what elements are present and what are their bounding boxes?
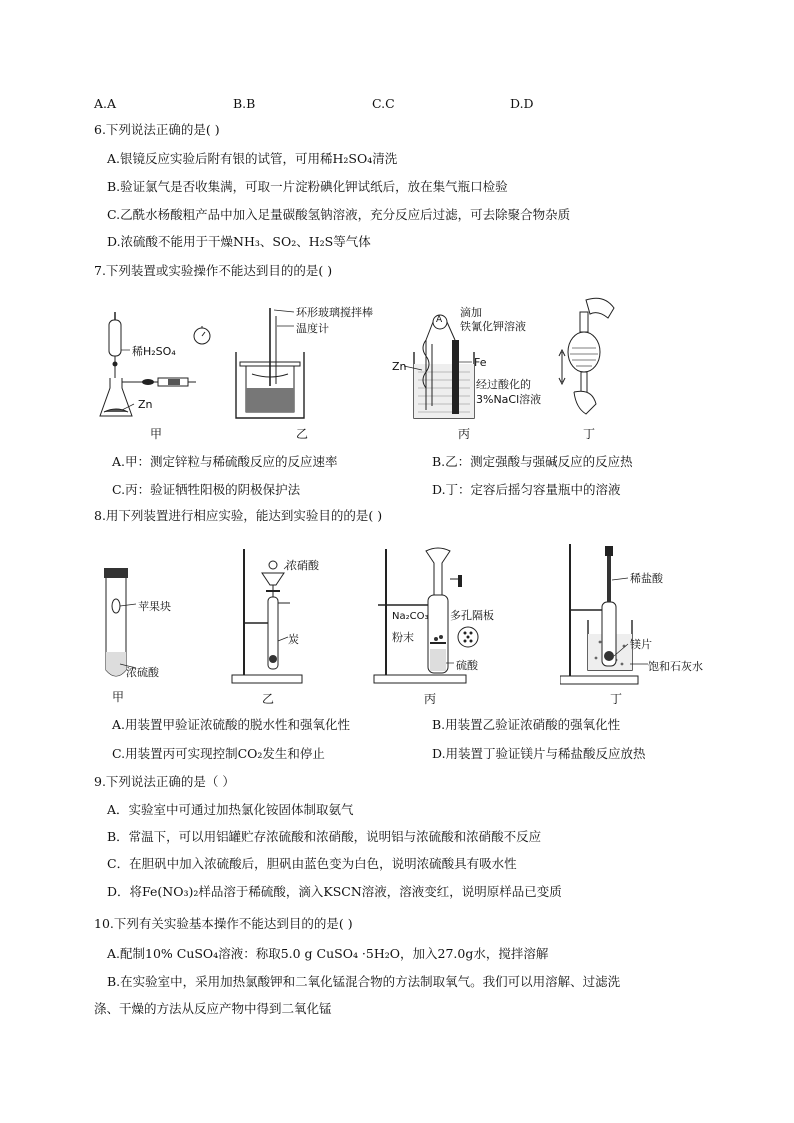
q7-option-c: C.丙：验证牺牲阳极的阴极保护法 <box>112 482 301 497</box>
q8-caption-bing: 丙 <box>424 692 437 706</box>
q7-caption-bing: 丙 <box>458 427 471 441</box>
q7-apparatus-jia <box>98 300 218 425</box>
q8-caption-ding: 丁 <box>610 692 623 706</box>
label-carbon: 炭 <box>288 633 299 646</box>
q5-option-a: A.A <box>94 96 117 111</box>
q6-option-a: A.银镜反应实验后附有银的试管，可用稀H₂SO₄清洗 <box>107 151 398 166</box>
label-mg-strip: 镁片 <box>630 638 652 651</box>
q8-caption-yi: 乙 <box>262 692 275 706</box>
q9-option-c: C．在胆矾中加入浓硫酸后，胆矾由蓝色变为白色，说明浓硫酸具有吸水性 <box>107 856 517 871</box>
q10-option-b: B.在实验室中，采用加热氯酸钾和二氧化锰混合物的方法制取氧气。我们可以用溶解、过滤洗 <box>107 974 621 989</box>
q5-option-d: D.D <box>510 96 534 111</box>
q7-apparatus-yi <box>232 300 373 425</box>
q8-caption-jia: 甲 <box>112 690 125 704</box>
label-zn: Zn <box>138 398 153 411</box>
q7-caption-ding: 丁 <box>583 427 596 441</box>
q7-option-b: B.乙：测定强酸与强碱反应的反应热 <box>432 454 633 469</box>
q7-apparatus-bing <box>392 300 552 425</box>
q5-option-c: C.C <box>372 96 395 111</box>
q8-option-c: C.用装置丙可实现控制CO₂发生和停止 <box>112 746 325 761</box>
label-powder: 粉末 <box>392 631 414 644</box>
q8-option-d: D.用装置丁验证镁片与稀盐酸反应放热 <box>432 746 646 761</box>
q9-option-b: B．常温下，可以用铝罐贮存浓硫酸和浓硝酸，说明铝与浓硫酸和浓硝酸不反应 <box>107 829 542 844</box>
label-drop: 滴加 <box>460 306 482 319</box>
label-ring-stirrer: 环形玻璃搅拌棒 <box>296 306 373 319</box>
q8-option-a: A.用装置甲验证浓硫酸的脱水性和强氧化性 <box>112 717 351 732</box>
q7-apparatus-ding <box>552 292 622 422</box>
label-zn-electrode: Zn <box>392 360 407 373</box>
label-na2co3: Na₂CO₃ <box>392 611 429 622</box>
q8-apparatus-ding <box>560 540 720 685</box>
label-dilute-h2so4: 稀H₂SO₄ <box>132 345 176 358</box>
label-fe-electrode: Fe <box>474 356 487 369</box>
q5-option-b: B.B <box>233 96 256 111</box>
q10-option-b-cont: 涤、干燥的方法从反应产物中得到二氧化锰 <box>94 1001 332 1016</box>
label-apple-piece: 苹果块 <box>138 600 171 613</box>
q9-stem: 9.下列说法正确的是（ ） <box>94 774 235 789</box>
q8-apparatus-yi <box>228 545 328 685</box>
q7-caption-jia: 甲 <box>150 427 163 441</box>
q7-caption-yi: 乙 <box>296 427 309 441</box>
label-dilute-hcl: 稀盐酸 <box>630 572 663 585</box>
q9-option-a: A．实验室中可通过加热氯化铵固体制取氨气 <box>107 802 354 817</box>
q10-stem: 10.下列有关实验基本操作不能达到目的的是( ) <box>94 916 353 931</box>
q10-option-a: A.配制10% CuSO₄溶液：称取5.0 g CuSO₄ ·5H₂O，加入27.0g水，搅拌溶解 <box>107 946 549 961</box>
q8-apparatus-bing <box>370 545 505 685</box>
q8-apparatus-jia <box>100 560 190 690</box>
label-nacl-solution: 3%NaCl溶液 <box>476 393 542 406</box>
label-ferricyanide: 铁氰化钾溶液 <box>460 320 526 333</box>
label-sulfuric-acid: 硫酸 <box>456 659 478 672</box>
label-thermometer: 温度计 <box>296 322 329 335</box>
label-ammeter: A <box>436 315 443 325</box>
q9-option-d: D．将Fe(NO₃)₂样品溶于稀硫酸，滴入KSCN溶液，溶液变红，说明原样品已变质 <box>107 884 562 899</box>
label-acidified: 经过酸化的 <box>476 378 531 391</box>
q6-option-b: B.验证氯气是否收集满，可取一片淀粉碘化钾试纸后，放在集气瓶口检验 <box>107 179 508 194</box>
label-porous-plate: 多孔隔板 <box>450 609 494 622</box>
q6-option-d: D.浓硫酸不能用于干燥NH₃、SO₂、H₂S等气体 <box>107 234 371 249</box>
q8-option-b: B.用装置乙验证浓硝酸的强氧化性 <box>432 717 621 732</box>
label-conc-hno3: 浓硝酸 <box>286 559 319 572</box>
q6-stem: 6.下列说法正确的是( ) <box>94 122 220 137</box>
q6-option-c: C.乙酰水杨酸粗产品中加入足量碳酸氢钠溶液，充分反应后过滤，可去除聚合物杂质 <box>107 207 571 222</box>
label-conc-h2so4: 浓硫酸 <box>126 666 159 679</box>
q7-stem: 7.下列装置或实验操作不能达到目的的是( ) <box>94 263 333 278</box>
q7-option-a: A.甲：测定锌粒与稀硫酸反应的反应速率 <box>112 454 338 469</box>
label-sat-limewater: 饱和石灰水 <box>648 660 703 673</box>
q8-stem: 8.用下列装置进行相应实验，能达到实验目的的是( ) <box>94 508 383 523</box>
q7-option-d: D.丁：定容后摇匀容量瓶中的溶液 <box>432 482 621 497</box>
